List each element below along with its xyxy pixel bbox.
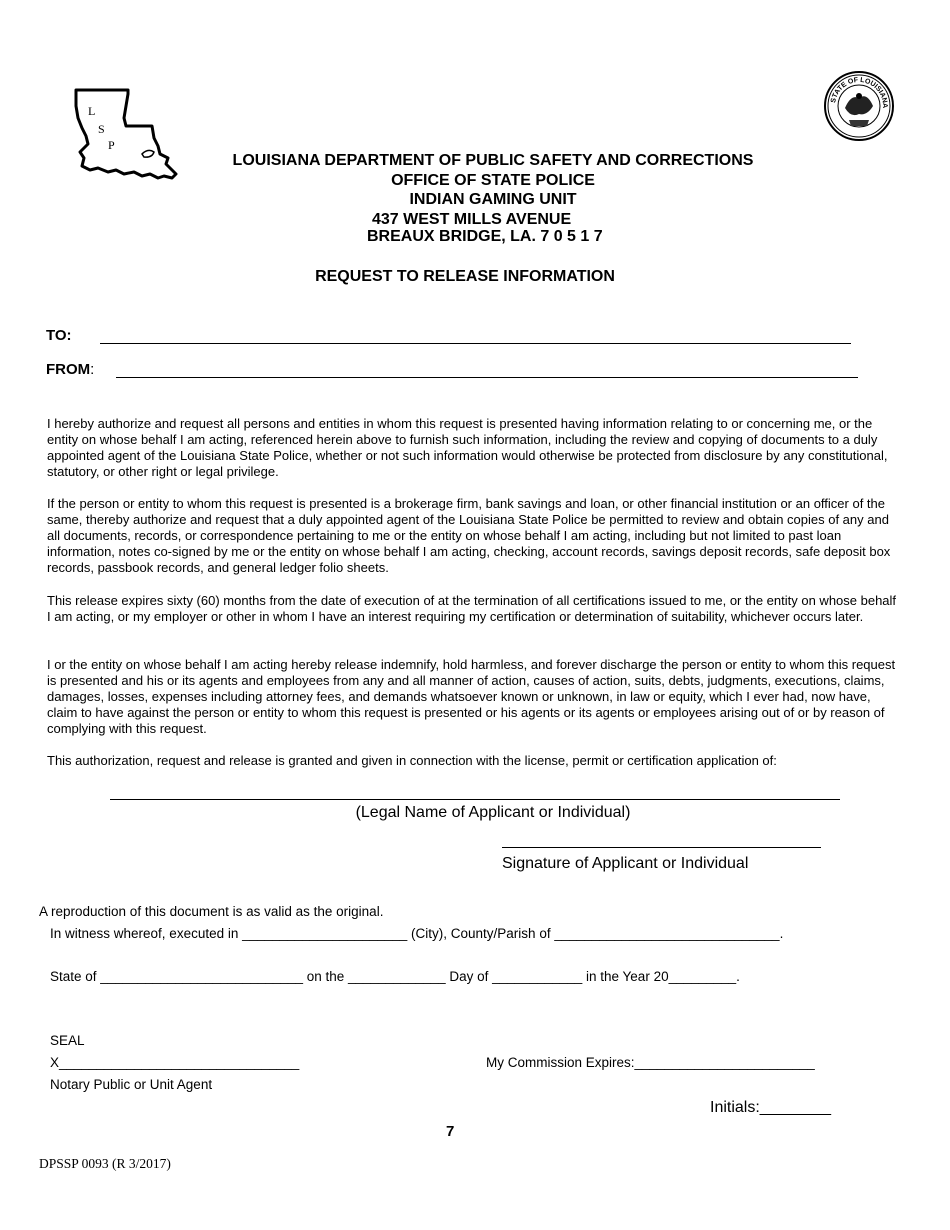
- page-title: REQUEST TO RELEASE INFORMATION: [315, 268, 615, 285]
- svg-text:STATE OF LOUISIANA: STATE OF LOUISIANA: [830, 76, 889, 109]
- header-street: 437 WEST MILLS AVENUE: [372, 211, 572, 228]
- from-line[interactable]: [116, 377, 858, 378]
- seal-label: SEAL: [50, 1033, 85, 1048]
- header-office: OFFICE OF STATE POLICE: [391, 172, 595, 189]
- initials-line[interactable]: Initials:________: [710, 1099, 831, 1116]
- commission-expires-line[interactable]: My Commission Expires:________________________: [486, 1055, 815, 1070]
- paragraph-release: I or the entity on whose behalf I am acting hereby release indemnify, hold harmless, and forever discharge the person or entity to whom this request is presented and his or its agents and employees from any and all manner of action, causes of action, suits, debts, judgments, executions, claims, damages, losses, expenses including attorney fees, and demands whatsoever known or unknown, in law or equity, which I ever had, now have, claim to have against the person or entity to whom this request is presented or his agents or its agents or employees arising out of or by reason of complying with this request.: [47, 657, 896, 736]
- reproduction-note: A reproduction of this document is as valid as the original.: [39, 904, 384, 919]
- state-seal: [823, 70, 895, 142]
- page-number: 7: [446, 1123, 455, 1140]
- state-date-line[interactable]: State of ___________________________ on the _____________ Day of ____________ in the Year 20_________.: [50, 969, 740, 984]
- paragraph-financial: If the person or entity to whom this request is presented is a brokerage firm, bank savings and loan, or other financial institution or an officer of the same, thereby authorize and request that a duly appointed agent of the Louisiana State Police be permitted to review and obtain copies of any and all documents, records, or correspondence pertaining to me or the entity on whose behalf I am acting, including but not limited to past loan information, notes co-signed by me or the entity on whose behalf I am acting, checking, account records, savings deposit records, safe deposit box records, passbook records, and general ledger folio sheets.: [47, 496, 891, 575]
- logo-letter-p: P: [108, 138, 115, 152]
- signature-line[interactable]: [502, 847, 821, 848]
- from-label-wrap: [46, 361, 94, 378]
- to-line[interactable]: [100, 343, 851, 344]
- notary-signature-line[interactable]: X________________________________: [50, 1055, 300, 1070]
- legal-name-line[interactable]: [110, 799, 840, 800]
- header-unit: INDIAN GAMING UNIT: [409, 191, 577, 208]
- paragraph-connection: This authorization, request and release is granted and given in connection with the license, permit or certification application of:: [47, 753, 777, 768]
- state-seal-icon: [823, 70, 895, 142]
- paragraph-authorize: I hereby authorize and request all persons and entities in whom this request is presented having information relating to or concerning me, or the entity on whose behalf I am acting, referenced herein above to furnish such information, including the review and copying of documents to a duly appointed agent of the Louisiana State Police, whether or not such information would otherwise be protected from disclosure by any constitutional, statutory, or other right or legal privilege.: [47, 416, 888, 479]
- header-city: BREAUX BRIDGE, LA. 7 0 5 1 7: [367, 228, 603, 245]
- logo-letter-s: S: [98, 122, 105, 136]
- header-department: LOUISIANA DEPARTMENT OF PUBLIC SAFETY AND CORRECTIONS: [232, 152, 754, 169]
- logo-letter-l: L: [88, 104, 96, 118]
- paragraph-expiration: This release expires sixty (60) months from the date of execution of at the termination of all certifications issued to me, or the entity on whose behalf I am acting, or my employer or other in whom I have an interest requiring my certification or determination of suitability, whichever occurs later.: [47, 593, 897, 624]
- witness-line[interactable]: In witness whereof, executed in ______________________ (City), County/Parish of ______________________________.: [50, 926, 784, 941]
- notary-label: Notary Public or Unit Agent: [50, 1077, 213, 1092]
- to-label: TO:: [46, 327, 72, 344]
- from-colon: :: [90, 361, 95, 378]
- form-id: DPSSP 0093 (R 3/2017): [39, 1156, 171, 1171]
- signature-caption: Signature of Applicant or Individual: [502, 855, 749, 872]
- legal-name-caption: (Legal Name of Applicant or Individual): [355, 804, 631, 821]
- from-label: FROM: [46, 361, 91, 378]
